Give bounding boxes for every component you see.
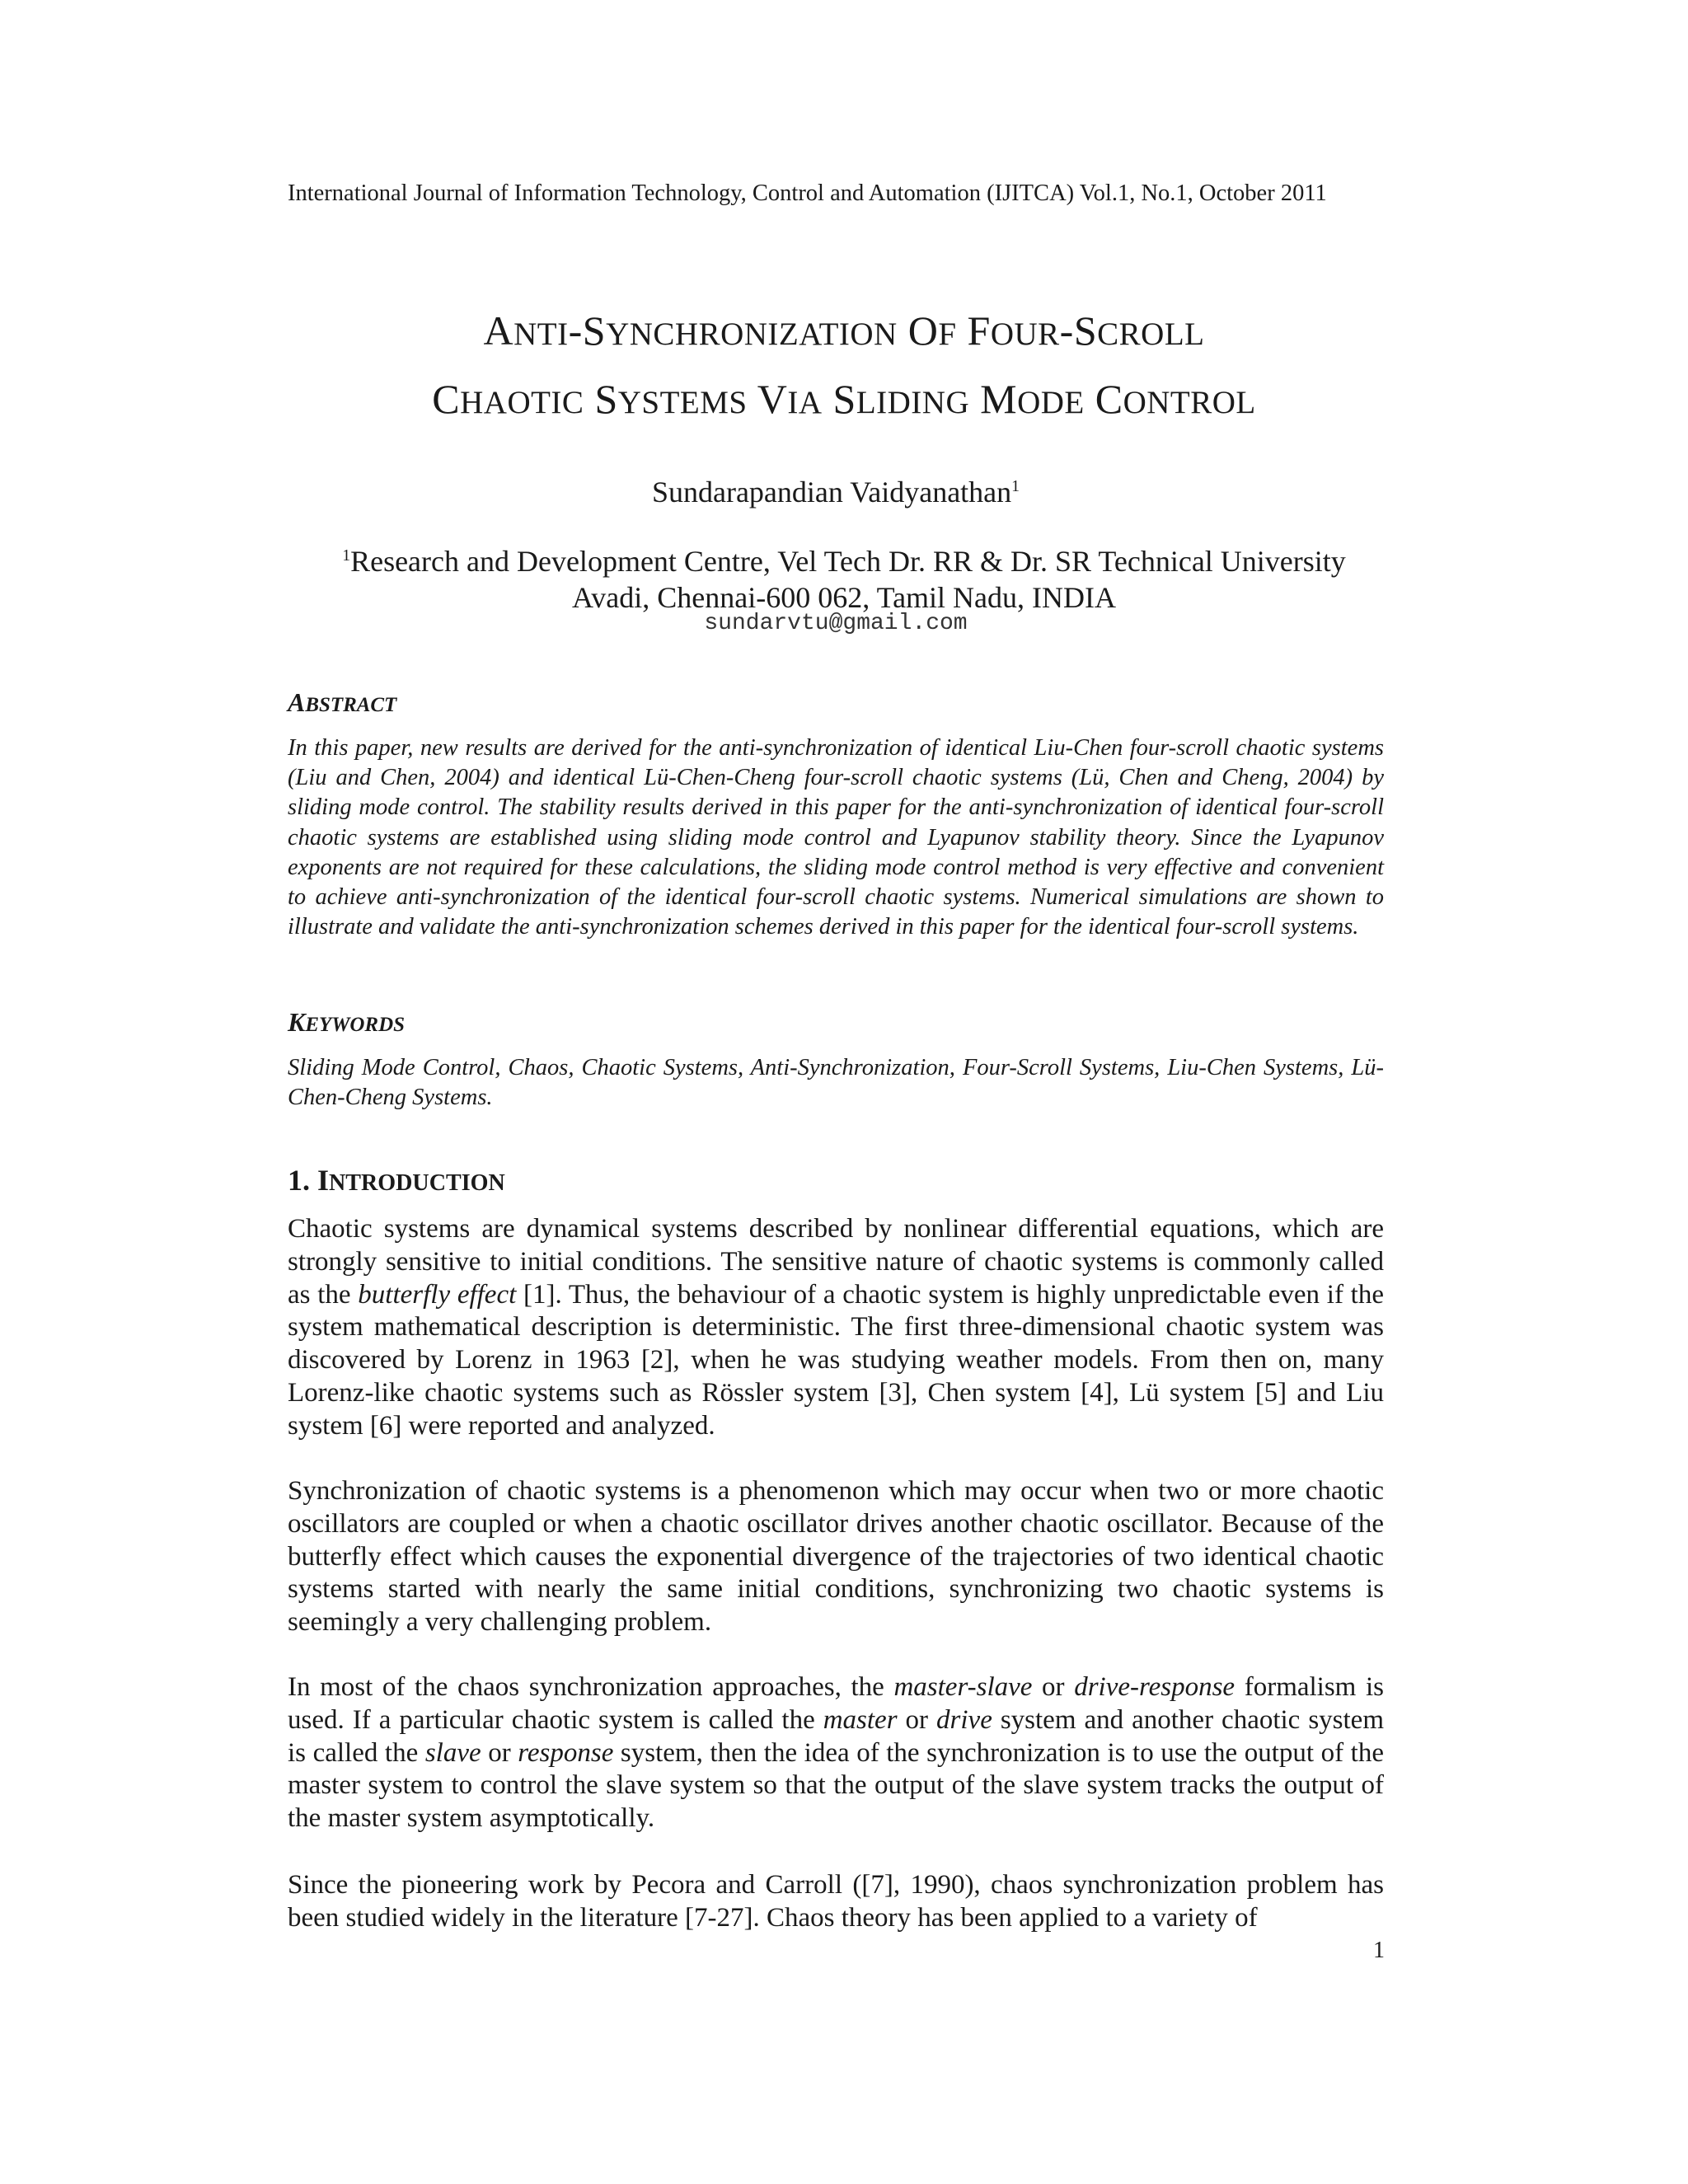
emphasis-butterfly-effect: butterfly effect: [358, 1279, 517, 1310]
title-line-1: ANTI-SYNCHRONIZATION OF FOUR-SCROLL: [483, 307, 1205, 354]
abstract-text: In this paper, new results are derived for the anti-synchronization of identical Liu-Chen four-scroll chaotic systems (Liu and Chen, 2004) and identical Lü-Chen-Cheng four-scroll chaotic systems (Lü, Chen and Cheng, 2004) by sliding mode control. The stability results derived in this paper for the anti-synchronization of identical four-scroll chaotic systems are established using sliding mode control and Lyapunov stability theory. Since the Lyapunov exponents are not required for these calculations, the sliding mode control method is very effective and convenient to achieve anti-synchronization of the identical four-scroll chaotic systems. Numerical simulations are shown to illustrate and validate the anti-synchronization schemes derived in this paper for the identical four-scroll systems.: [288, 735, 1384, 940]
keywords-heading: KEYWORDS: [288, 1007, 405, 1037]
author-affiliation-marker: 1: [1011, 477, 1020, 495]
abstract-heading: ABSTRACT: [288, 687, 397, 717]
introduction-heading: 1. INTRODUCTION: [288, 1164, 505, 1197]
affiliation-line-2: Avadi, Chennai-600 062, Tamil Nadu, INDIA: [571, 581, 1117, 614]
title-line-2: CHAOTIC SYSTEMS VIA SLIDING MODE CONTROL: [432, 376, 1256, 422]
author: [288, 468, 1384, 510]
page-number: 1: [1373, 1938, 1385, 1963]
affiliation-line-1: $^1$Research and Development Centre, Vel Tech Dr. RR & Dr. SR Technical University: [342, 545, 1346, 578]
running-head: International Journal of Information Technology, Control and Automation (IJITCA) Vol.1, No.1, October 2011: [288, 180, 1327, 206]
keywords-text: Sliding Mode Control, Chaos, Chaotic Systems, Anti-Synchronization, Four-Scroll Systems, Liu-Chen Systems, Lü-Chen-Cheng Systems.: [288, 1055, 1384, 1111]
author-email: sundarvtu@gmail.com: [704, 611, 968, 636]
affiliation-marker: 1: [342, 546, 351, 565]
intro-paragraph-4: Since the pioneering work by Pecora and Carroll ([7], 1990), chaos synchronization problem has been studied widely in the literature [7-27]. Chaos theory has been applied to a variety of: [288, 1870, 1384, 1933]
author-name: Sundarapandian Vaidyanathan: [651, 476, 1012, 509]
paper-title: [247, 298, 1441, 435]
intro-paragraph-2: Synchronization of chaotic systems is a phenomenon which may occur when two or more chaotic oscillators are coupled or when a chaotic oscillator drives another chaotic oscillator. Because of the butterfly effect which causes the exponential divergence of the trajectories of two identical chaotic systems started with nearly the same initial conditions, synchronizing two chaotic systems is seemingly a very challenging problem.: [288, 1476, 1384, 1638]
intro-paragraph-3: In most of the chaos synchronization approaches, the master-slave or drive-response formalism is used. If a particular chaotic system is called the master or drive system and another chaotic system is called the slave or response system, then the idea of the synchronization is to use the output of the master system to control the slave system so that the output of the slave system tracks the output of the master system asymptotically.: [288, 1672, 1384, 1834]
intro-paragraph-1: Chaotic systems are dynamical systems described by nonlinear differential equations, which are strongly sensitive to initial conditions. The sensitive nature of chaotic systems is commonly called as the butterfly effect [1]. Thus, the behaviour of a chaotic system is highly unpredictable even if the system mathematical description is deterministic. The first three-dimensional chaotic system was discovered by Lorenz in 1963 [2], when he was studying weather models. From then on, many Lorenz-like chaotic systems such as Rössler system [3], Chen system [4], Lü system [5] and Liu system [6] were reported and analyzed.: [288, 1214, 1384, 1441]
affiliation: [247, 537, 1441, 616]
